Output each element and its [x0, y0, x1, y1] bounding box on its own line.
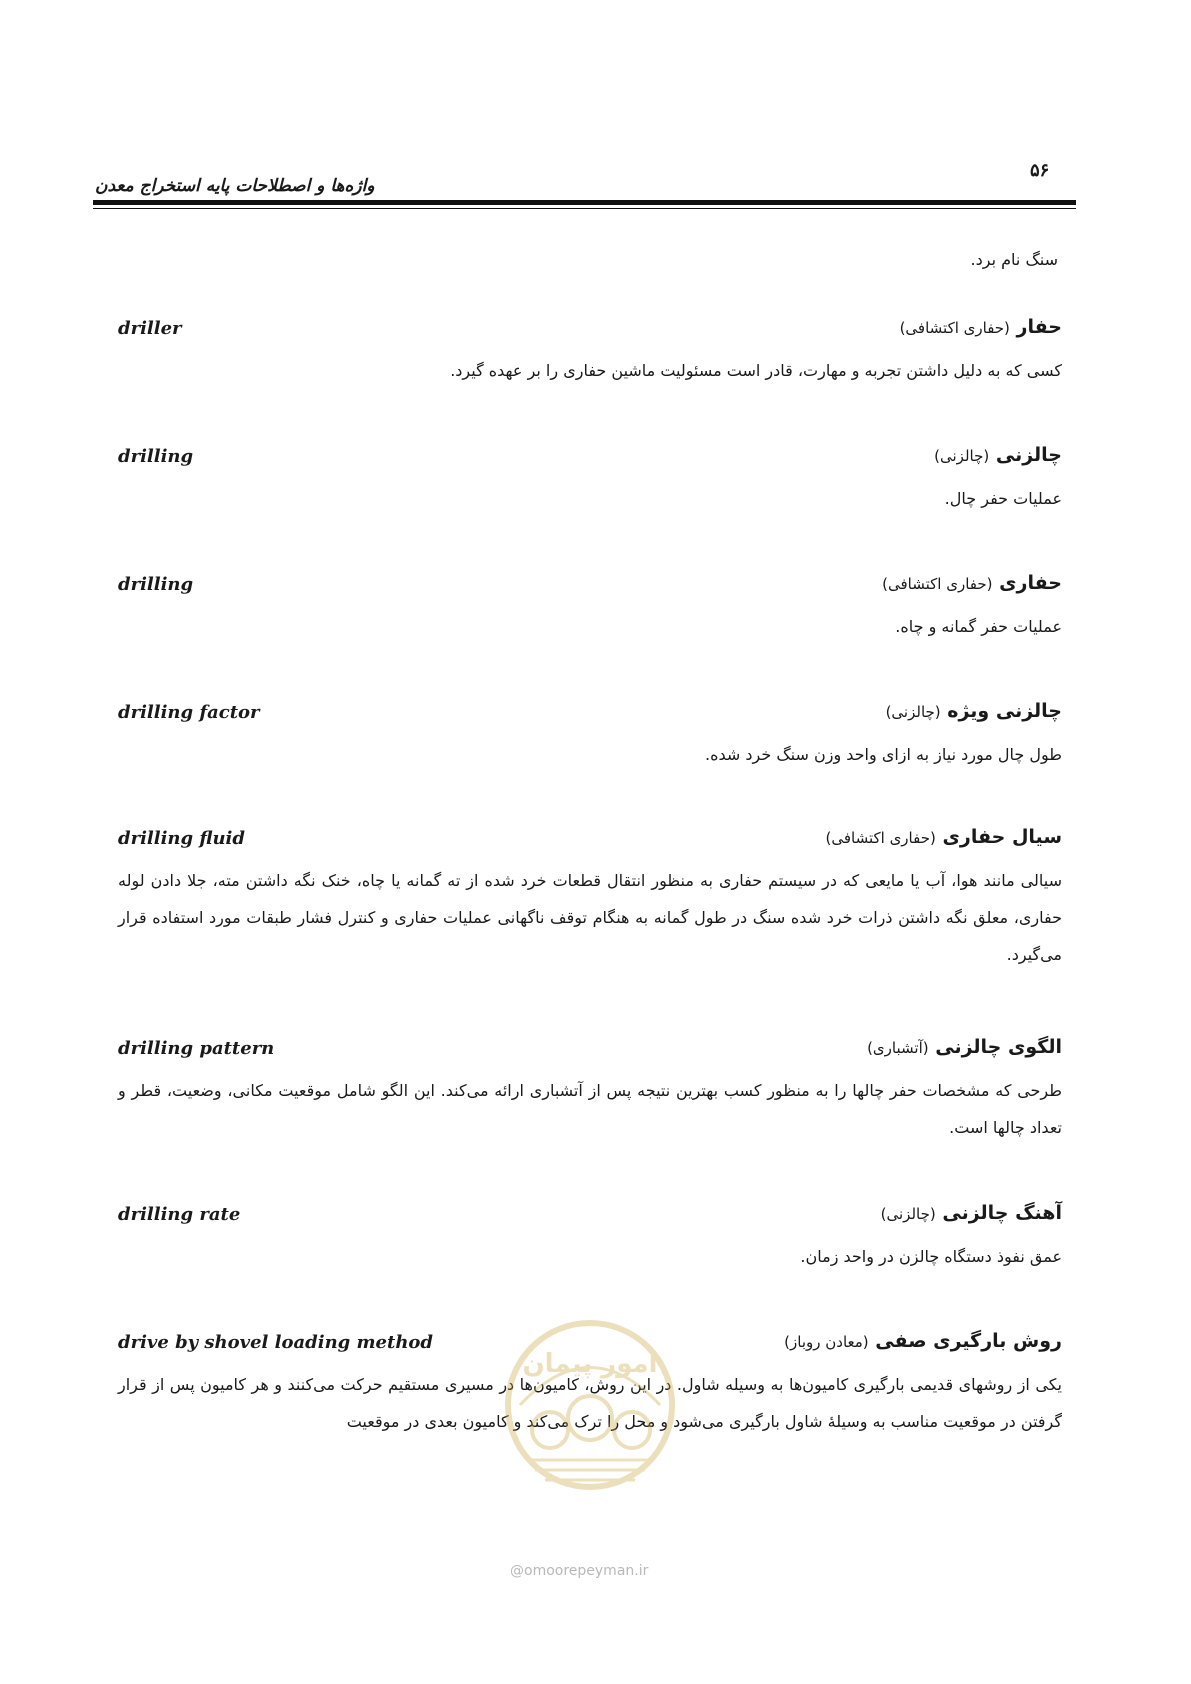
term-persian: [900, 316, 1062, 338]
term-definition: طول چال مورد نیاز به ازای واحد وزن سنگ خرد شده.: [705, 745, 1062, 764]
term-domain: (حفاری اکتشافی): [882, 575, 993, 593]
entry-heading: [118, 826, 1062, 860]
term-english: drilling rate: [118, 1204, 241, 1225]
term-persian: [934, 444, 1062, 466]
header-rule-thin: [93, 208, 1076, 209]
term-domain: (چالزنی): [880, 1205, 936, 1223]
term-domain: (آتشباری): [867, 1039, 929, 1057]
term-english: drive by shovel loading method: [118, 1332, 433, 1353]
term-persian: [825, 826, 1062, 848]
term-domain: (حفاری اکتشافی): [899, 319, 1010, 337]
term-domain: (حفاری اکتشافی): [825, 829, 936, 847]
header-rule-thick: [93, 200, 1076, 205]
watermark-logo-text: امور پیمان: [522, 1349, 658, 1379]
term-definition: سیالی مانند هوا، آب یا مایعی که در سیستم حفاری به منظور انتقال قطعات خرد شده از ته گمانه یا چاه، خنک نگه داشتن مته، جلا دادن لوله حفاری، معلق نگه داشتن ذرات خرد شده سنگ در طول گمانه به هنگام توقف ناگهانی عملیات حفاری و کنترل فشار طبقات مورد استفاده قرار می‌گیرد.: [118, 871, 1062, 964]
watermark-logo-icon: [490, 1310, 690, 1500]
entry-heading: [118, 1036, 1062, 1070]
term-persian: [881, 1202, 1062, 1224]
continuation-text: سنگ نام برد.: [970, 250, 1058, 269]
term-definition: یکی از روشهای قدیمی بارگیری کامیون‌ها به وسیله شاول. در این روش، کامیون‌ها در مسیری مستقیم حرکت می‌کنند و هر کامیون پس از قرار گرفتن در موقعیت مناسب به وسیلهٔ شاول بارگیری می‌شود و محل را ترک می‌کند و کامیون بعدی در موقعیت: [118, 1375, 1062, 1431]
term-persian: [867, 1036, 1062, 1058]
term-english: drilling factor: [118, 702, 260, 723]
entry-heading: [118, 316, 1062, 350]
term-domain: (چالزنی): [934, 447, 990, 465]
glossary-entry: [118, 700, 1062, 773]
term-persian: [784, 1330, 1062, 1352]
term-english: driller: [118, 318, 182, 339]
term-definition: عملیات حفر چال.: [944, 489, 1062, 508]
term-definition: عملیات حفر گمانه و چاه.: [895, 617, 1062, 636]
term-english: drilling fluid: [118, 828, 245, 849]
entry-heading: [118, 444, 1062, 478]
term-persian-text: سیال حفاری: [942, 826, 1062, 848]
term-persian-text: حفاری: [999, 572, 1062, 594]
term-persian-text: روش بارگیری صفی: [875, 1330, 1062, 1352]
term-persian-text: حفار: [1016, 316, 1062, 338]
term-persian-text: آهنگ چالزنی: [942, 1202, 1062, 1224]
term-persian: [886, 700, 1062, 722]
glossary-entry: [118, 444, 1062, 517]
running-header-title: واژه‌ها و اصطلاحات پایه استخراج معدن: [95, 176, 375, 196]
glossary-entry: [118, 1036, 1062, 1146]
term-persian-text: الگوی چالزنی: [935, 1036, 1062, 1058]
glossary-entry: [118, 316, 1062, 389]
term-definition: کسی که به دلیل داشتن تجربه و مهارت، قادر است مسئولیت ماشین حفاری را بر عهده گیرد.: [450, 361, 1062, 380]
term-persian: [882, 572, 1062, 594]
term-domain: (معادن روباز): [784, 1333, 869, 1351]
entry-heading: [118, 572, 1062, 606]
term-persian-text: چالزنی: [995, 444, 1062, 466]
page-number: ۵۶: [1030, 160, 1050, 181]
term-definition: طرحی که مشخصات حفر چالها را به منظور کسب بهترین نتیجه پس از آتشباری ارائه می‌کند. این الگو شامل موقعیت مکانی، وضعیت، قطر و تعداد چالها است.: [118, 1081, 1062, 1137]
glossary-entry: [118, 826, 1062, 973]
term-definition: عمق نفوذ دستگاه چالزن در واحد زمان.: [800, 1247, 1062, 1266]
term-english: drilling pattern: [118, 1038, 275, 1059]
entry-heading: [118, 1202, 1062, 1236]
term-english: drilling: [118, 446, 194, 467]
term-persian-text: چالزنی ویژه: [947, 700, 1062, 722]
entry-heading: [118, 700, 1062, 734]
glossary-entry: [118, 572, 1062, 645]
term-domain: (چالزنی): [885, 703, 941, 721]
glossary-entry: [118, 1202, 1062, 1275]
term-english: drilling: [118, 574, 194, 595]
watermark-url: @omoorepeyman.ir: [510, 1563, 649, 1579]
